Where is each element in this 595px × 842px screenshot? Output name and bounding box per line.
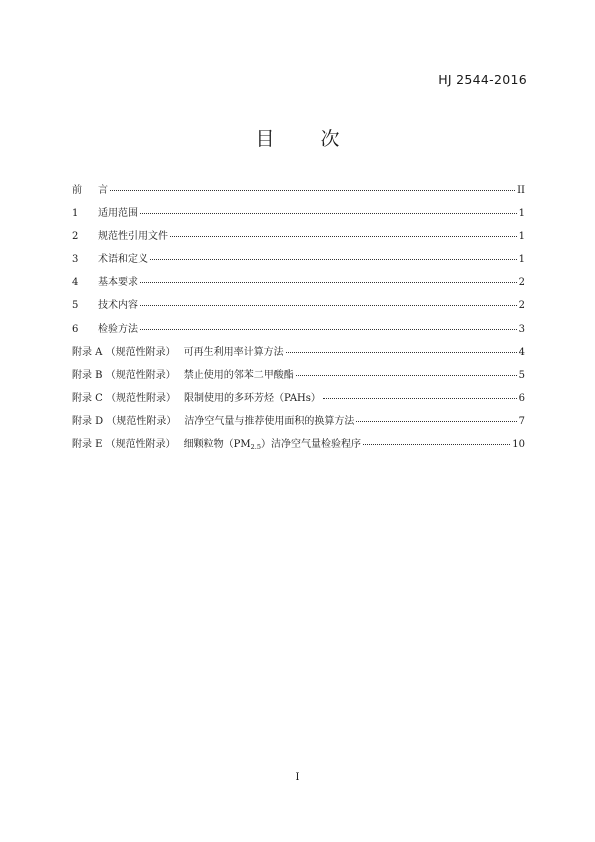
toc-leader-dots — [296, 375, 517, 376]
toc-title: 目 次 — [255, 128, 360, 150]
toc-entry-page: 6 — [518, 392, 525, 404]
toc-entry[interactable] — [72, 253, 525, 276]
toc-leader-dots — [140, 305, 517, 306]
toc-leader-dots — [323, 398, 517, 399]
toc-entry[interactable] — [72, 207, 525, 230]
toc-entry-number: 5 — [72, 300, 79, 312]
toc-entry-number: 前 — [72, 185, 82, 196]
toc-entry-number: 6 — [72, 323, 79, 335]
toc-leader-dots — [170, 236, 517, 237]
toc-entry-label — [98, 230, 168, 244]
toc-entry-page: 1 — [518, 231, 525, 243]
toc-entry-label-text: 技术内容 — [98, 300, 138, 312]
toc-entry-number: 附录 A （规范性附录） — [72, 346, 176, 358]
toc-entry-label — [98, 184, 108, 198]
toc-entry-number: 附录 C （规范性附录） — [72, 392, 177, 404]
toc-entry-label — [98, 299, 138, 313]
toc-entry-label — [98, 276, 138, 290]
toc-entry-label — [184, 346, 284, 360]
toc-leader-dots — [150, 259, 517, 260]
toc-entry-label-text: 检验方法 — [98, 323, 138, 335]
toc-leader-dots — [356, 421, 516, 422]
page-number: I — [295, 772, 300, 783]
toc-entry[interactable] — [72, 230, 525, 253]
toc-leader-dots — [110, 190, 515, 191]
toc-entry[interactable] — [72, 392, 525, 415]
toc-entry[interactable] — [72, 299, 525, 322]
toc-entry-label-text: 洁净空气量与推荐使用面积的换算方法 — [184, 415, 355, 427]
toc-entry[interactable] — [72, 184, 525, 207]
toc-entry-label — [98, 207, 138, 221]
toc-leader-dots — [286, 352, 517, 353]
toc-leader-dots — [363, 444, 510, 445]
toc-entry-page: II — [517, 185, 525, 196]
toc-entry-number: 1 — [72, 208, 79, 220]
toc-entry[interactable] — [72, 276, 525, 299]
table-of-contents — [72, 184, 525, 461]
toc-entry-page: 2 — [518, 277, 525, 289]
standard-code: HJ 2544-2016 — [438, 72, 527, 87]
toc-entry-label-text: 基本要求 — [98, 277, 138, 289]
toc-entry-page: 10 — [512, 439, 525, 451]
toc-entry-label-text: 禁止使用的邻苯二甲酸酯 — [183, 369, 294, 381]
toc-entry-number: 3 — [72, 254, 79, 266]
toc-entry-label-text: 适用范围 — [98, 208, 138, 220]
toc-entry-page: 5 — [518, 369, 525, 381]
toc-entry-label-text: 可再生利用率计算方法 — [183, 346, 284, 358]
toc-entry-label-subscript: 2.5 — [250, 443, 261, 452]
toc-leader-dots — [140, 282, 517, 283]
toc-leader-dots — [140, 213, 517, 214]
toc-entry-label — [184, 369, 294, 383]
toc-entry-label — [184, 392, 321, 406]
toc-entry-number: 附录 D （规范性附录） — [72, 415, 177, 427]
toc-entry-number: 附录 B （规范性附录） — [72, 369, 176, 381]
toc-entry[interactable] — [72, 438, 525, 461]
toc-entry-label-text: 规范性引用文件 — [98, 231, 168, 243]
toc-entry[interactable] — [72, 415, 525, 438]
toc-leader-dots — [140, 329, 517, 330]
toc-entry-label-text: 术语和定义 — [98, 254, 148, 266]
toc-entry[interactable] — [72, 346, 525, 369]
toc-entry-label — [98, 323, 138, 337]
toc-entry-page: 7 — [518, 415, 525, 427]
toc-entry[interactable] — [72, 369, 525, 392]
toc-entry-label-text: 细颗粒物（PM — [183, 439, 251, 451]
toc-entry-number: 附录 E （规范性附录） — [72, 439, 176, 451]
toc-entry-label — [184, 438, 361, 454]
toc-entry-label — [184, 415, 354, 429]
toc-entry-label — [98, 253, 148, 267]
toc-entry-page: 4 — [518, 346, 525, 358]
toc-entry-label-text: 言 — [98, 185, 108, 196]
toc-entry-label-continued: ）洁净空气量检验程序 — [260, 439, 361, 451]
toc-entry-number: 2 — [72, 231, 79, 243]
toc-entry-page: 2 — [518, 300, 525, 312]
toc-entry-number: 4 — [72, 277, 79, 289]
toc-entry-page: 1 — [518, 254, 525, 266]
toc-entry-page: 3 — [518, 323, 525, 335]
toc-entry[interactable] — [72, 323, 525, 346]
toc-entry-label-text: 限制使用的多环芳烃（PAHs） — [184, 392, 321, 404]
toc-entry-page: 1 — [518, 208, 525, 220]
